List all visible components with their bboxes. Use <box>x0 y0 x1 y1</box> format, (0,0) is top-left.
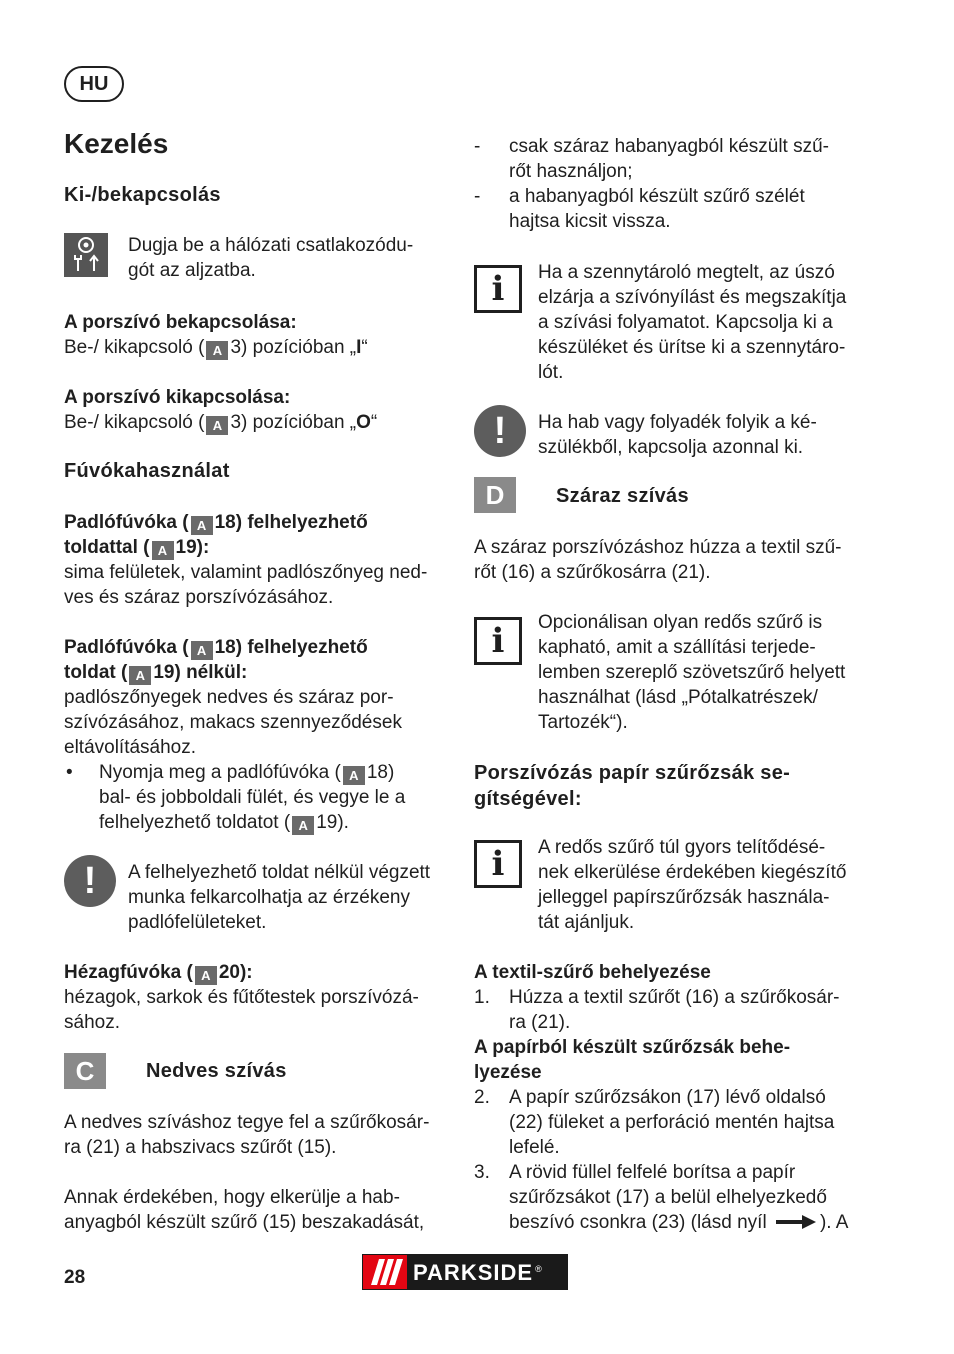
floor2-text-2: szívózásához, makacs szennyeződések <box>64 712 402 733</box>
wet2-text-1: Annak érdekében, hogy elkerülje a hab- <box>64 1187 400 1208</box>
floor2-heading-1: Padlófúvóka ( A 18) felhelyezhető <box>64 637 368 658</box>
section-d-title: Száraz szívás <box>556 485 689 507</box>
wet-text-1: A nedves szíváshoz tegye fel a szűrőkosár- <box>64 1112 430 1133</box>
floor1-heading-1: Padlófúvóka ( A 18) felhelyezhető <box>64 512 368 533</box>
arrow-icon <box>776 1215 816 1229</box>
crevice-text-1: hézagok, sarkok és fűtőtestek porszívózá- <box>64 987 419 1008</box>
ref-a-box: A <box>195 966 217 985</box>
parkside-logo <box>362 1254 568 1290</box>
info3-text-1: A redős szűrő túl gyors telítődésé- <box>538 837 826 858</box>
ref-a-box: A <box>129 666 151 685</box>
info3-text-2: nek elkerülése érdekében kiegészítő <box>538 862 847 883</box>
ref-a-box: A <box>191 516 213 535</box>
info1-text-5: lót. <box>538 362 564 383</box>
step-1: 1. Húzza a textil szűrőt (16) a szűrőkosár- ra (21). <box>474 987 840 1033</box>
floor2-text-1: padlószőnyegek nedves és száraz por- <box>64 687 394 708</box>
info2-text-2: kapható, amit a szállítási terjede- <box>538 637 816 658</box>
dry-text-2: rőt (16) a szűrőkosárra (21). <box>474 562 711 583</box>
paper-heading-2: gítségével: <box>474 788 582 810</box>
info3-text-4: tát ajánljuk. <box>538 912 635 933</box>
wet2-text-2: anyagból készült szűrő (15) beszakadását, <box>64 1212 425 1233</box>
warning-icon: ! <box>64 855 116 907</box>
info-icon: i <box>474 617 522 665</box>
list-item: - a habanyagból készült szűrő szélét hajtsa kicsit vissza. <box>474 184 874 234</box>
floor2-heading-2: toldat ( A 19) nélkül: <box>64 662 248 683</box>
crevice-heading: Hézagfúvóka ( A 20): <box>64 962 253 983</box>
onoff-heading: Ki-/bekapcsolás <box>64 184 221 206</box>
info2-text-5: Tartozék“). <box>538 712 628 733</box>
info-icon: i <box>474 840 522 888</box>
ref-a-box: A <box>343 766 365 785</box>
crevice-text-2: sához. <box>64 1012 120 1033</box>
info1-text-3: a szívási folyamatot. Kapcsolja ki a <box>538 312 833 333</box>
floor2-text-3: eltávolításához. <box>64 737 197 758</box>
paper-heading-1: Porszívózás papír szűrőzsák se- <box>474 762 791 784</box>
list-item: • Nyomja meg a padlófúvóka ( A 18) bal- és jobboldali fülét, és vegye le a felhelyezhető toldatot ( A 19). <box>64 760 444 835</box>
ref-a-box: A <box>191 641 213 660</box>
paperbag-heading-2: lyezése <box>474 1062 542 1083</box>
info1-text-1: Ha a szennytároló megtelt, az úszó <box>538 262 835 283</box>
ref-a-box: A <box>206 341 228 360</box>
warning2-text-1: Ha hab vagy folyadék folyik a ké- <box>538 412 817 433</box>
language-badge: HU <box>64 66 124 102</box>
logo-text: PARKSIDE <box>413 1259 534 1285</box>
paperbag-heading-1: A papírból készült szűrőzsák behe- <box>474 1037 791 1058</box>
bullet-list <box>64 760 444 835</box>
page-number: 28 <box>64 1267 86 1288</box>
floor1-text-1: sima felületek, valamint padlószőnyeg ned- <box>64 562 428 583</box>
step-3: 3. A rövid füllel felfelé borítsa a papír szűrőzsákot (17) a belül elhelyezkedő beszívó csonkra (23) (lásd nyíl ). A <box>474 1162 849 1233</box>
step-2: 2. A papír szűrőzsákon (17) lévő oldalsó (22) füleket a perforáció mentén hajtsa lefelé. <box>474 1087 835 1158</box>
info-icon: i <box>474 265 522 313</box>
info3-text-3: jelleggel papírszűrőzsák használa- <box>538 887 830 908</box>
warning-text-1: A felhelyezhető toldat nélkül végzett <box>128 862 431 883</box>
section-d-badge: D <box>474 477 516 513</box>
on-text: Be-/ kikapcsoló ( A 3) pozícióban „I“ <box>64 337 368 358</box>
floor1-heading-2: toldattal ( A 19): <box>64 537 210 558</box>
list-item: - csak száraz habanyagból készült szű- rőt használjon; <box>474 134 874 184</box>
info2-text-1: Opcionálisan olyan redős szűrő is <box>538 612 823 633</box>
ref-a-box: A <box>206 416 228 435</box>
off-text: Be-/ kikapcsoló ( A 3) pozícióban „O“ <box>64 412 378 433</box>
section-c-title: Nedves szívás <box>146 1060 287 1082</box>
warning-icon: ! <box>474 405 526 457</box>
ref-a-box: A <box>292 816 314 835</box>
off-heading: A porszívó kikapcsolása: <box>64 387 291 408</box>
info1-text-4: készüléket és ürítse ki a szennytáro- <box>538 337 846 358</box>
logo-registered: ® <box>535 1264 542 1274</box>
textile-heading: A textil-szűrő behelyezése <box>474 962 711 983</box>
plug-text-1: Dugja be a hálózati csatlakozódu- <box>128 235 414 256</box>
dash-list <box>474 134 874 234</box>
ref-a-box: A <box>152 541 174 560</box>
floor1-text-2: ves és száraz porszívózásához. <box>64 587 334 608</box>
dry-text-1: A száraz porszívózáshoz húzza a textil szű- <box>474 537 842 558</box>
on-heading: A porszívó bekapcsolása: <box>64 312 297 333</box>
info1-text-2: elzárja a szívónyílást és megszakítja <box>538 287 847 308</box>
logo-stripes-icon <box>363 1255 407 1289</box>
warning-text-3: padlófelületeket. <box>128 912 267 933</box>
info2-text-3: lemben szereplő szövetszűrő helyett <box>538 662 846 683</box>
wet-text-2: ra (21) a habszivacs szűrőt (15). <box>64 1137 337 1158</box>
nozzle-heading: Fúvókahasználat <box>64 460 230 482</box>
plug-icon <box>64 233 108 277</box>
warning2-text-2: szülékből, kapcsolja azonnal ki. <box>538 437 804 458</box>
page-title: Kezelés <box>64 128 169 159</box>
warning-text-2: munka felkarcolhatja az érzékeny <box>128 887 410 908</box>
section-c-badge: C <box>64 1053 106 1089</box>
info2-text-4: használhat (lásd „Pótalkatrészek/ <box>538 687 818 708</box>
plug-text-2: gót az aljzatba. <box>128 260 256 281</box>
